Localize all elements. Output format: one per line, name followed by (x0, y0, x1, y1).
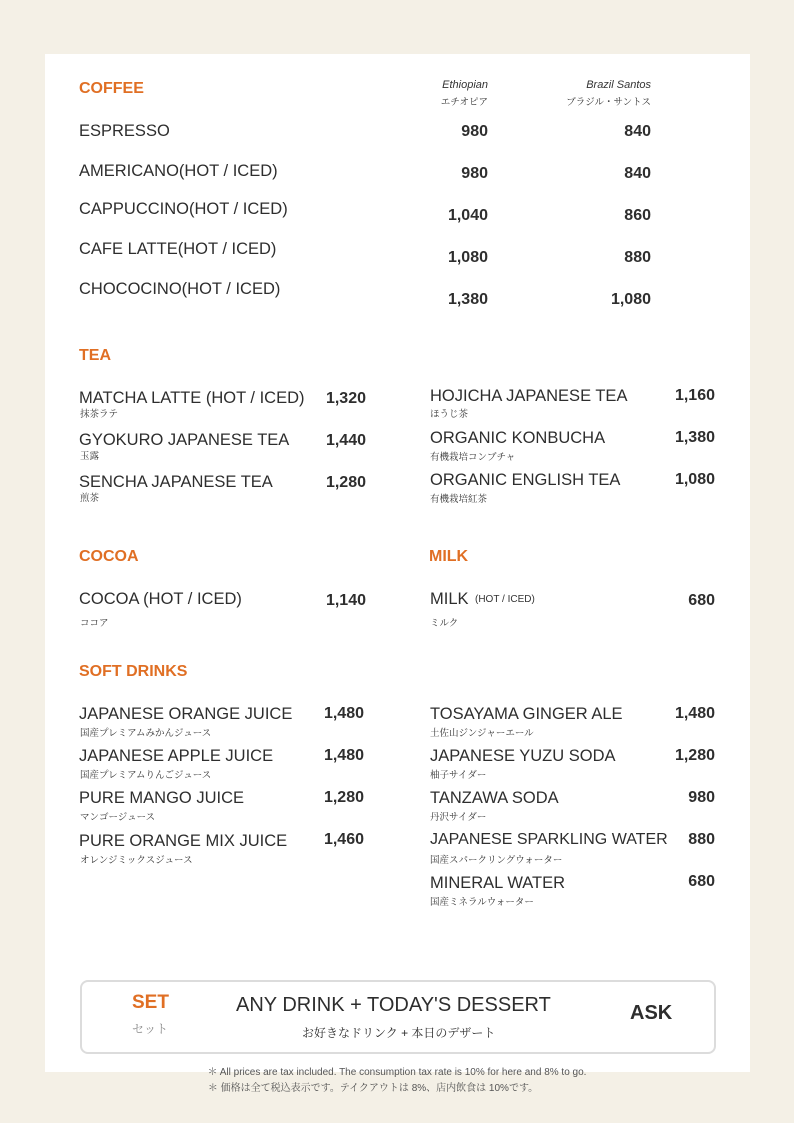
soft-drink-jp: 丹沢サイダー (430, 812, 487, 823)
tea-item-name: GYOKURO JAPANESE TEA (79, 431, 290, 449)
cocoa-section-title: COCOA (79, 548, 139, 565)
soft-drink-name: TANZAWA SODA (430, 789, 559, 807)
soft-drink-jp: マンゴージュース (80, 812, 156, 823)
coffee-col2-header-jp: ブラジル・サントス (566, 97, 651, 108)
soft-drink-name: PURE ORANGE MIX JUICE (79, 832, 288, 850)
coffee-col1-header: Ethiopian (442, 79, 488, 91)
coffee-item-name: AMERICANO(HOT / ICED) (79, 162, 278, 180)
tea-item-jp: 煎茶 (80, 493, 100, 504)
tea-item-name: ORGANIC KONBUCHA (430, 429, 606, 447)
coffee-item-price-ethiopian: 980 (461, 123, 488, 140)
soft-drink-price: 1,480 (323, 747, 364, 764)
coffee-col2-header: Brazil Santos (586, 79, 651, 91)
coffee-item-price-ethiopian: 980 (461, 165, 488, 182)
cocoa-item-price: 1,140 (325, 592, 366, 609)
soft-drink-jp: 国産スパークリングウォーター (430, 855, 563, 866)
set-label-jp: セット (132, 1022, 169, 1036)
soft-drink-name: TOSAYAMA GINGER ALE (430, 705, 623, 723)
soft-drink-price: 1,460 (323, 831, 364, 848)
coffee-item-name: CAFE LATTE(HOT / ICED) (79, 240, 277, 258)
milk-section-title: MILK (429, 548, 469, 565)
tea-item-price: 1,160 (674, 387, 715, 404)
soft-drink-jp: 柚子サイダー (430, 770, 487, 781)
coffee-item-price-ethiopian: 1,040 (447, 207, 488, 224)
tea-section-title: TEA (79, 347, 111, 364)
tea-item-name: SENCHA JAPANESE TEA (79, 473, 273, 491)
tea-item-price: 1,320 (325, 390, 366, 407)
coffee-item-name: CAPPUCCINO(HOT / ICED) (79, 200, 288, 218)
soft-drink-jp: 国産プレミアムみかんジュース (80, 728, 212, 739)
tea-item-jp: 玉露 (80, 451, 100, 462)
coffee-item-price-brazil: 840 (624, 165, 651, 182)
set-label: SET (132, 992, 169, 1013)
soft-drink-jp: オレンジミックスジュース (80, 855, 193, 866)
tea-item-name: ORGANIC ENGLISH TEA (430, 471, 621, 489)
soft-drink-name: MINERAL WATER (430, 874, 566, 892)
milk-item-price: 680 (688, 592, 715, 609)
tea-item-jp: 有機栽培コンブチャ (430, 452, 516, 463)
milk-item-note: (HOT / ICED) (475, 594, 535, 605)
coffee-item-price-ethiopian: 1,380 (447, 291, 488, 308)
tea-item-jp: ほうじ茶 (430, 409, 469, 420)
coffee-item-price-ethiopian: 1,080 (447, 249, 488, 266)
set-price: ASK (630, 1002, 673, 1024)
coffee-item-name: ESPRESSO (79, 122, 170, 140)
soft-drink-name: JAPANESE SPARKLING WATER (430, 831, 668, 848)
tea-item-price: 1,280 (325, 474, 366, 491)
soft-drink-name: JAPANESE APPLE JUICE (79, 747, 274, 765)
soft-drink-price: 880 (688, 831, 715, 848)
soft-drink-jp: 土佐山ジンジャーエール (430, 728, 534, 739)
set-box (80, 980, 716, 1054)
soft-drink-name: PURE MANGO JUICE (79, 789, 245, 807)
soft-drink-name: JAPANESE YUZU SODA (430, 747, 616, 765)
set-title: ANY DRINK + TODAY'S DESSERT (236, 994, 551, 1016)
cocoa-item-name: COCOA (HOT / ICED) (79, 590, 242, 608)
tea-item-price: 1,080 (674, 471, 715, 488)
soft-drink-name: JAPANESE ORANGE JUICE (79, 705, 293, 723)
footer-note-en: ＊ All prices are tax included. The consumption tax rate is 10% for here and 8% to go. (207, 1067, 587, 1078)
soft-drink-price: 680 (688, 873, 715, 890)
soft-drink-price: 980 (688, 789, 715, 806)
soft-drink-price: 1,280 (323, 789, 364, 806)
tea-item-name: HOJICHA JAPANESE TEA (430, 387, 628, 405)
soft-drinks-section-title: SOFT DRINKS (79, 663, 188, 680)
milk-item-name: MILK (430, 590, 469, 608)
tea-item-price: 1,440 (325, 432, 366, 449)
soft-drink-jp: 国産ミネラルウォーター (430, 897, 534, 908)
coffee-section-title: COFFEE (79, 80, 144, 97)
cocoa-item-jp: ココア (80, 618, 109, 629)
footer-note-jp: ＊ 価格は全て税込表示です。テイクアウトは 8%、店内飲食は 10%です。 (207, 1083, 539, 1094)
coffee-item-price-brazil: 840 (624, 123, 651, 140)
tea-item-name: MATCHA LATTE (HOT / ICED) (79, 389, 305, 407)
coffee-col1-header-jp: エチオピア (440, 97, 488, 108)
soft-drink-price: 1,480 (323, 705, 364, 722)
coffee-item-name: CHOCOCINO(HOT / ICED) (79, 280, 281, 298)
coffee-item-price-brazil: 860 (624, 207, 651, 224)
tea-item-jp: 有機栽培紅茶 (430, 494, 488, 505)
set-subtitle: お好きなドリンク + 本日のデザート (302, 1026, 496, 1040)
soft-drink-jp: 国産プレミアムりんごジュース (80, 770, 212, 781)
soft-drink-price: 1,480 (674, 705, 715, 722)
coffee-item-price-brazil: 880 (624, 249, 651, 266)
soft-drink-price: 1,280 (674, 747, 715, 764)
milk-item-jp: ミルク (430, 618, 459, 629)
tea-item-jp: 抹茶ラテ (80, 409, 119, 420)
tea-item-price: 1,380 (674, 429, 715, 446)
coffee-item-price-brazil: 1,080 (610, 291, 651, 308)
